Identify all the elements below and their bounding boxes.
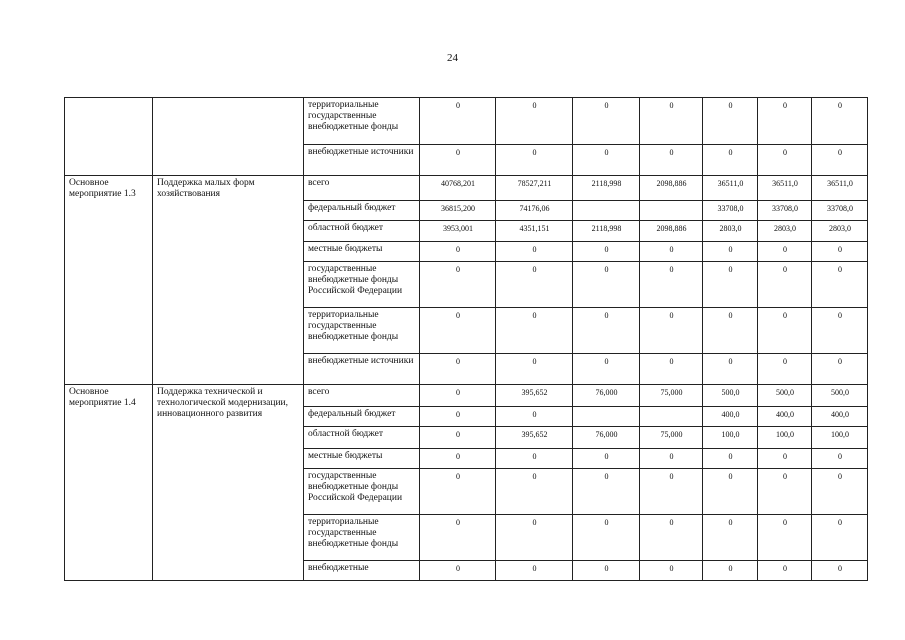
value-cell: 395,652 bbox=[496, 427, 573, 449]
value-cell: 0 bbox=[703, 449, 758, 469]
funding-source-cell: внебюджетные источники bbox=[304, 354, 420, 385]
value-cell: 0 bbox=[703, 242, 758, 262]
funding-source-cell: местные бюджеты bbox=[304, 449, 420, 469]
value-cell: 0 bbox=[758, 354, 812, 385]
value-cell: 0 bbox=[496, 515, 573, 561]
value-cell: 0 bbox=[812, 145, 868, 176]
value-cell: 0 bbox=[812, 449, 868, 469]
value-cell: 0 bbox=[420, 407, 496, 427]
funding-source-cell: внебюджетные bbox=[304, 561, 420, 581]
value-cell: 0 bbox=[573, 262, 640, 308]
value-cell: 400,0 bbox=[703, 407, 758, 427]
value-cell: 0 bbox=[812, 561, 868, 581]
value-cell: 0 bbox=[640, 449, 703, 469]
value-cell: 0 bbox=[573, 469, 640, 515]
value-cell: 0 bbox=[758, 242, 812, 262]
value-cell: 2098,886 bbox=[640, 176, 703, 201]
funding-source-cell: местные бюджеты bbox=[304, 242, 420, 262]
value-cell: 0 bbox=[420, 515, 496, 561]
value-cell: 500,0 bbox=[703, 385, 758, 407]
value-cell: 0 bbox=[758, 469, 812, 515]
value-cell: 0 bbox=[640, 98, 703, 145]
table-row bbox=[65, 98, 868, 145]
value-cell: 0 bbox=[496, 145, 573, 176]
value-cell: 500,0 bbox=[812, 385, 868, 407]
value-cell: 395,652 bbox=[496, 385, 573, 407]
event-cell: Основное мероприятие 1.4 bbox=[65, 385, 153, 581]
value-cell: 0 bbox=[496, 242, 573, 262]
value-cell: 2118,998 bbox=[573, 221, 640, 242]
event-name-cell: Поддержка технической и технологической модернизации, инновационного развития bbox=[153, 385, 304, 581]
value-cell: 74176,06 bbox=[496, 201, 573, 221]
value-cell: 0 bbox=[496, 407, 573, 427]
value-cell: 4351,151 bbox=[496, 221, 573, 242]
value-cell: 0 bbox=[758, 308, 812, 354]
value-cell: 0 bbox=[573, 515, 640, 561]
value-cell: 100,0 bbox=[703, 427, 758, 449]
funding-source-cell: федеральный бюджет bbox=[304, 201, 420, 221]
value-cell: 2098,886 bbox=[640, 221, 703, 242]
value-cell bbox=[640, 201, 703, 221]
value-cell: 100,0 bbox=[758, 427, 812, 449]
value-cell: 0 bbox=[420, 145, 496, 176]
value-cell: 0 bbox=[703, 561, 758, 581]
value-cell: 0 bbox=[703, 515, 758, 561]
value-cell: 0 bbox=[420, 308, 496, 354]
value-cell: 0 bbox=[573, 98, 640, 145]
value-cell: 0 bbox=[640, 515, 703, 561]
value-cell: 400,0 bbox=[812, 407, 868, 427]
funding-source-cell: территориальные государственные внебюджетные фонды bbox=[304, 98, 420, 145]
value-cell: 0 bbox=[496, 308, 573, 354]
value-cell: 0 bbox=[640, 242, 703, 262]
value-cell: 0 bbox=[420, 385, 496, 407]
value-cell: 40768,201 bbox=[420, 176, 496, 201]
value-cell: 0 bbox=[758, 561, 812, 581]
value-cell: 0 bbox=[573, 561, 640, 581]
value-cell: 0 bbox=[573, 354, 640, 385]
value-cell: 36511,0 bbox=[758, 176, 812, 201]
value-cell: 0 bbox=[640, 145, 703, 176]
value-cell: 75,000 bbox=[640, 385, 703, 407]
value-cell: 0 bbox=[496, 449, 573, 469]
value-cell: 76,000 bbox=[573, 427, 640, 449]
value-cell: 0 bbox=[703, 308, 758, 354]
value-cell: 0 bbox=[420, 242, 496, 262]
page-number: 24 bbox=[447, 52, 458, 64]
funding-source-cell: областной бюджет bbox=[304, 427, 420, 449]
value-cell: 0 bbox=[758, 145, 812, 176]
funding-source-cell: внебюджетные источники bbox=[304, 145, 420, 176]
value-cell: 0 bbox=[640, 561, 703, 581]
value-cell: 0 bbox=[573, 242, 640, 262]
value-cell: 0 bbox=[640, 469, 703, 515]
value-cell: 0 bbox=[573, 449, 640, 469]
funding-source-cell: территориальные государственные внебюджетные фонды bbox=[304, 515, 420, 561]
funding-source-cell: государственные внебюджетные фонды Российской Федерации bbox=[304, 262, 420, 308]
funding-source-cell: всего bbox=[304, 176, 420, 201]
value-cell: 0 bbox=[758, 449, 812, 469]
funding-source-cell: государственные внебюджетные фонды Российской Федерации bbox=[304, 469, 420, 515]
value-cell: 76,000 bbox=[573, 385, 640, 407]
value-cell: 0 bbox=[758, 262, 812, 308]
value-cell: 0 bbox=[758, 98, 812, 145]
value-cell: 2803,0 bbox=[703, 221, 758, 242]
value-cell: 0 bbox=[640, 354, 703, 385]
table-row bbox=[65, 176, 868, 201]
value-cell: 75,000 bbox=[640, 427, 703, 449]
value-cell: 0 bbox=[703, 469, 758, 515]
value-cell: 2118,998 bbox=[573, 176, 640, 201]
value-cell: 0 bbox=[640, 262, 703, 308]
value-cell: 0 bbox=[640, 308, 703, 354]
value-cell: 0 bbox=[812, 242, 868, 262]
funding-source-cell: территориальные государственные внебюджетные фонды bbox=[304, 308, 420, 354]
funding-source-cell: федеральный бюджет bbox=[304, 407, 420, 427]
value-cell: 0 bbox=[812, 354, 868, 385]
value-cell: 0 bbox=[812, 98, 868, 145]
table-body bbox=[65, 98, 868, 581]
value-cell: 0 bbox=[420, 98, 496, 145]
budget-table bbox=[64, 97, 868, 581]
funding-source-cell: всего bbox=[304, 385, 420, 407]
value-cell: 78527,211 bbox=[496, 176, 573, 201]
value-cell: 0 bbox=[573, 145, 640, 176]
value-cell: 0 bbox=[496, 98, 573, 145]
value-cell: 100,0 bbox=[812, 427, 868, 449]
event-name-cell: Поддержка малых форм хозяйствования bbox=[153, 176, 304, 385]
value-cell: 2803,0 bbox=[758, 221, 812, 242]
value-cell: 0 bbox=[703, 145, 758, 176]
value-cell: 0 bbox=[496, 561, 573, 581]
value-cell: 400,0 bbox=[758, 407, 812, 427]
value-cell: 0 bbox=[703, 98, 758, 145]
value-cell: 36815,200 bbox=[420, 201, 496, 221]
value-cell bbox=[573, 201, 640, 221]
value-cell: 0 bbox=[812, 469, 868, 515]
value-cell: 33708,0 bbox=[812, 201, 868, 221]
value-cell: 0 bbox=[703, 262, 758, 308]
value-cell: 3953,001 bbox=[420, 221, 496, 242]
value-cell: 0 bbox=[496, 469, 573, 515]
value-cell: 0 bbox=[420, 449, 496, 469]
value-cell: 0 bbox=[496, 262, 573, 308]
value-cell: 0 bbox=[420, 262, 496, 308]
value-cell: 36511,0 bbox=[703, 176, 758, 201]
value-cell: 0 bbox=[420, 427, 496, 449]
funding-source-cell: областной бюджет bbox=[304, 221, 420, 242]
event-cell: Основное мероприятие 1.3 bbox=[65, 176, 153, 385]
table-row bbox=[65, 385, 868, 407]
value-cell: 0 bbox=[420, 469, 496, 515]
value-cell: 0 bbox=[420, 354, 496, 385]
value-cell: 33708,0 bbox=[703, 201, 758, 221]
value-cell: 36511,0 bbox=[812, 176, 868, 201]
value-cell: 0 bbox=[420, 561, 496, 581]
value-cell: 0 bbox=[812, 515, 868, 561]
value-cell: 500,0 bbox=[758, 385, 812, 407]
value-cell: 0 bbox=[812, 308, 868, 354]
event-name-cell bbox=[153, 98, 304, 176]
value-cell bbox=[573, 407, 640, 427]
value-cell: 0 bbox=[758, 515, 812, 561]
event-cell bbox=[65, 98, 153, 176]
value-cell: 0 bbox=[812, 262, 868, 308]
value-cell bbox=[640, 407, 703, 427]
value-cell: 33708,0 bbox=[758, 201, 812, 221]
value-cell: 0 bbox=[703, 354, 758, 385]
value-cell: 2803,0 bbox=[812, 221, 868, 242]
value-cell: 0 bbox=[573, 308, 640, 354]
value-cell: 0 bbox=[496, 354, 573, 385]
